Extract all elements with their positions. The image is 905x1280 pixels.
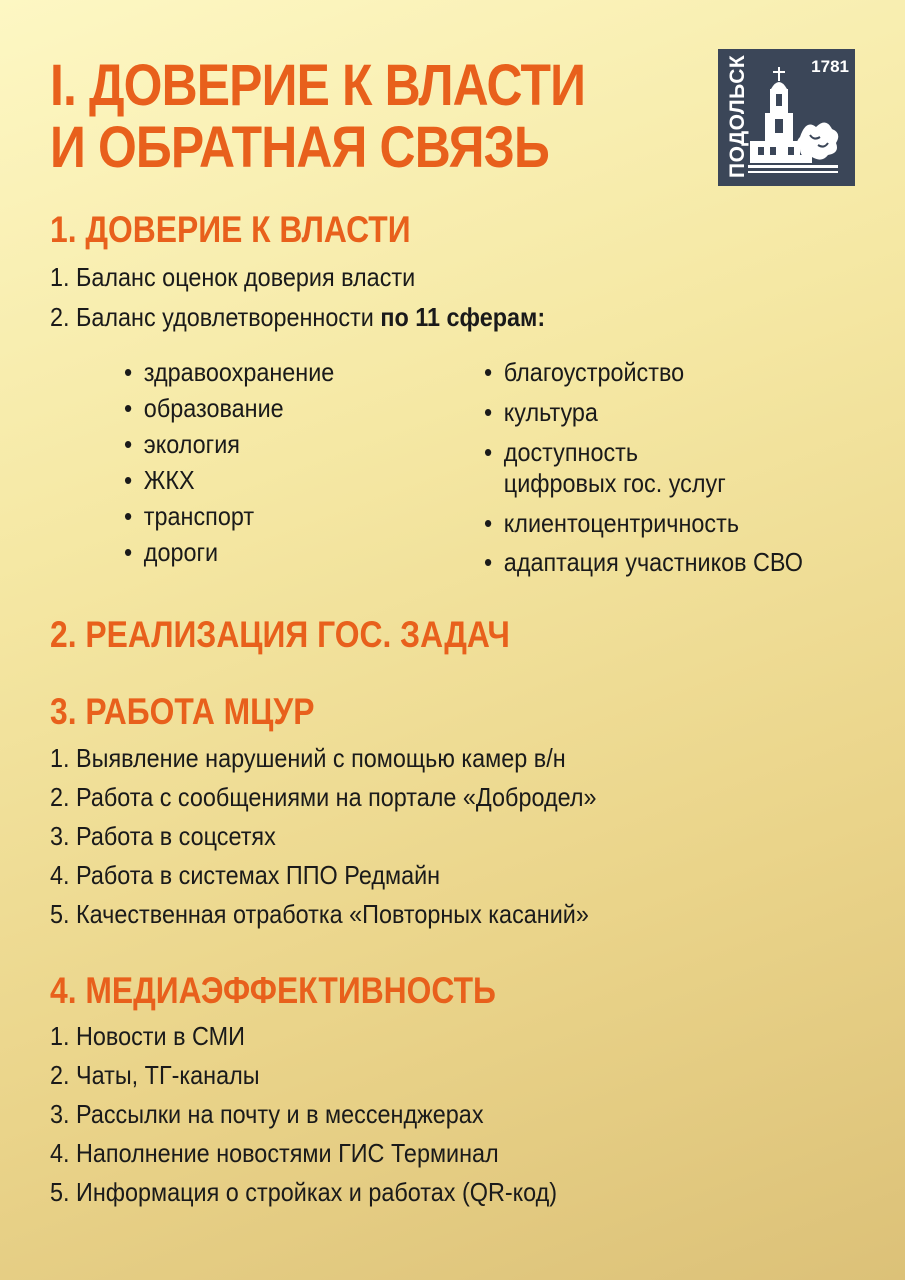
sphere-item-line-1: доступность — [503, 437, 639, 467]
section-3-item: 1. Выявление нарушений с помощью камер в/н — [50, 743, 566, 773]
podolsk-logo — [718, 49, 855, 186]
sphere-item: • клиентоцентричность — [484, 508, 739, 539]
section-1-item-1: 1. Баланс оценок доверия власти — [50, 262, 416, 292]
section-2-heading: 2. РЕАЛИЗАЦИЯ ГОС. ЗАДАЧ — [50, 614, 510, 655]
section-1-item-2 — [50, 302, 545, 333]
sphere-item: • дороги — [124, 537, 218, 568]
logo-wordmark: ПОДОЛЬСК — [726, 54, 749, 178]
sphere-item: • образование — [124, 393, 284, 424]
section-1-heading: 1. ДОВЕРИЕ К ВЛАСТИ — [50, 209, 411, 250]
page-title — [50, 55, 585, 179]
sphere-item: • экология — [124, 429, 240, 460]
section-4-item: 3. Рассылки на почту и в мессенджерах — [50, 1099, 484, 1129]
title-line-1: I. ДОВЕРИЕ К ВЛАСТИ — [50, 53, 586, 118]
sphere-item: • транспорт — [124, 501, 254, 532]
sphere-item: • благоустройство — [484, 357, 684, 388]
section-4-item: 2. Чаты, ТГ-каналы — [50, 1060, 260, 1090]
section-3-item: 5. Качественная отработка «Повторных касаний» — [50, 899, 589, 929]
logo-year: 1781 — [811, 57, 849, 76]
section-1-item-2-bold: по 11 сферам: — [380, 302, 546, 332]
title-line-2: И ОБРАТНАЯ СВЯЗЬ — [50, 115, 550, 180]
sphere-item-line-2: цифровых гос. услуг — [503, 468, 726, 498]
section-4-item: 5. Информация о стройках и работах (QR-код) — [50, 1177, 558, 1207]
section-3-item: 2. Работа с сообщениями на портале «Добродел» — [50, 782, 597, 812]
section-4-item: 1. Новости в СМИ — [50, 1021, 245, 1051]
sphere-item-multiline — [484, 437, 726, 499]
sphere-item: • культура — [484, 397, 598, 428]
section-4-heading: 4. МЕДИАЭФФЕКТИВНОСТЬ — [50, 970, 496, 1011]
section-3-item: 3. Работа в соцсетях — [50, 821, 276, 851]
sphere-item: • ЖКХ — [124, 465, 195, 496]
sphere-item: • здравоохранение — [124, 357, 334, 388]
section-3-item: 4. Работа в системах ППО Редмайн — [50, 860, 441, 890]
section-4-item: 4. Наполнение новостями ГИС Терминал — [50, 1138, 499, 1168]
sphere-item: • адаптация участников СВО — [484, 547, 803, 578]
section-3-heading: 3. РАБОТА МЦУР — [50, 691, 315, 732]
section-1-item-2-text: 2. Баланс удовлетворенности — [50, 302, 381, 332]
